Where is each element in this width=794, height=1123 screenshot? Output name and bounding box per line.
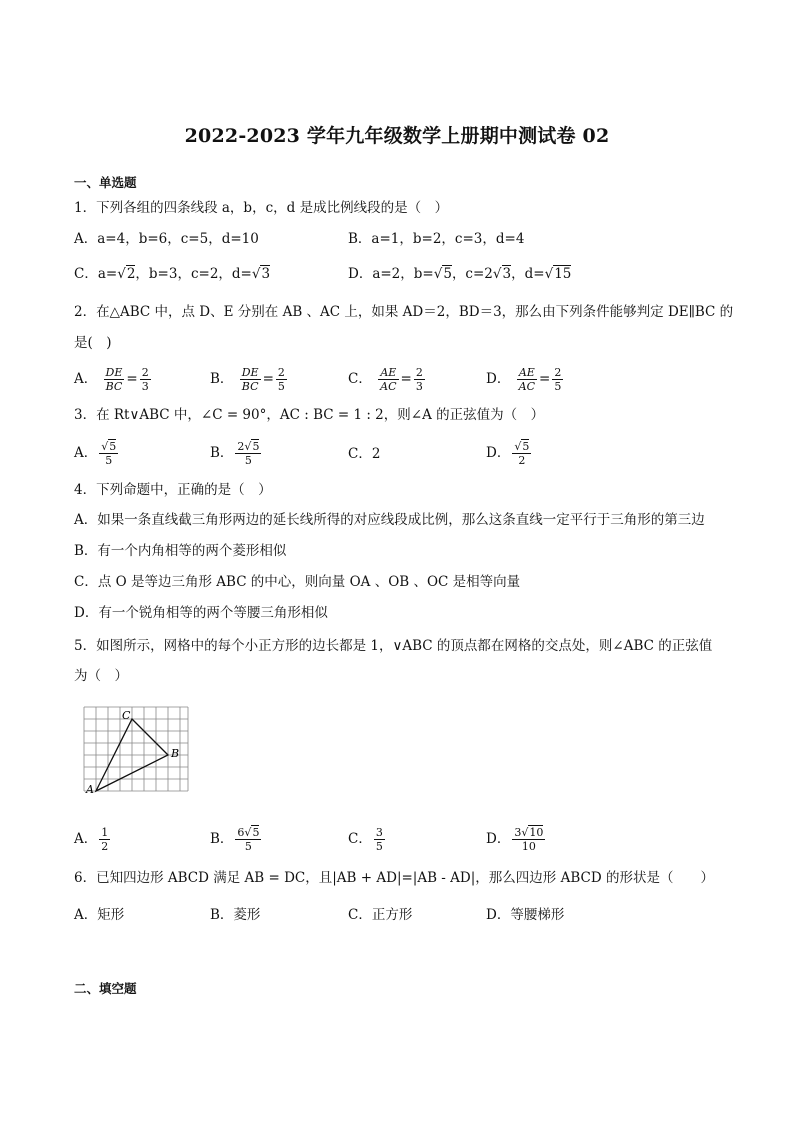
section-heading-fill-blank: 二、填空题 (74, 981, 137, 996)
q3a-label: A． (74, 445, 98, 461)
q2a-frac-num: DE (105, 366, 123, 379)
q5b-label: B． (210, 831, 234, 847)
vertex-label-c: C (122, 709, 131, 722)
q2a-frac-den: BC (105, 380, 123, 393)
question-1-option-b: B．a=1，b=2，c=3，d=4 (348, 231, 525, 247)
question-4-option-a: A．如果一条直线截三角形两边的延长线所得的对应线段成比例，那么这条直线一定平行于三角形的第三边 (74, 512, 705, 528)
q3b-radicand: 5 (252, 440, 260, 453)
question-4-option-c: C．点 O 是等边三角形 ABC 的中心，则向量 OA 、OB 、OC 是相等向量 (74, 574, 521, 590)
question-1-option-a: A．a=4，b=6，c=5，d=10 (74, 231, 259, 247)
q5d-den: 10 (521, 840, 536, 853)
q5a-label: A． (74, 831, 98, 847)
q1d-mid-1: ，c=2 (451, 266, 493, 282)
question-4-option-d: D．有一个锐角相等的两个等腰三角形相似 (74, 605, 328, 621)
q2d-equals: = (539, 371, 551, 387)
q5d-label: D． (486, 831, 511, 847)
q2a-equals: = (126, 371, 138, 387)
question-2-option-d (486, 366, 565, 393)
q1d-radicand-3: 15 (554, 266, 572, 282)
q3a-den: 5 (105, 454, 113, 467)
question-5-option-a (74, 826, 112, 853)
q2a-label: A． (74, 371, 98, 387)
q2c-frac-den: AC (380, 380, 397, 393)
question-5-stem: 5．如图所示，网格中的每个小正方形的边长都是 1，∨ABC 的顶点都在网格的交点处，则∠ABC 的正弦值 (74, 638, 713, 654)
q5d-radicand: 10 (529, 826, 544, 839)
question-6-option-c: C．正方形 (348, 907, 413, 923)
q2d-val-den: 5 (554, 380, 562, 393)
q2d-label: D． (486, 371, 511, 387)
q2b-val-num: 2 (277, 366, 285, 379)
q5a-den: 2 (101, 840, 109, 853)
q2a-val-den: 3 (141, 380, 149, 393)
question-2-option-a (74, 366, 153, 393)
q3d-radicand: 5 (522, 440, 530, 453)
q3a-radicand: 5 (109, 440, 117, 453)
question-4-stem: 4．下列命题中，正确的是（ ） (74, 482, 272, 498)
q2b-val-den: 5 (277, 380, 285, 393)
q2b-equals: = (262, 371, 274, 387)
q5d-coef: 3 (514, 826, 522, 839)
q2d-val-num: 2 (554, 366, 562, 379)
vertex-label-a: A (86, 783, 94, 796)
q1d-radicand-2: 3 (502, 266, 512, 282)
q3b-label: B． (210, 445, 234, 461)
q2b-label: B． (210, 371, 234, 387)
q1d-prefix: D．a=2，b= (348, 266, 434, 282)
q5b-den: 5 (244, 840, 252, 853)
question-5-option-b: B． $\frac{6√5}{5}$ (210, 826, 260, 853)
q2b-frac-num: DE (241, 366, 259, 379)
q3d-label: D． (486, 445, 511, 461)
question-5-stem-continued: 为（ ） (74, 668, 128, 684)
vertex-label-b: B (171, 747, 180, 760)
question-2-stem: 2．在△ABC 中，点 D、E 分别在 AB 、AC 上，如果 AD＝2，BD＝3，那么由下列条件能够判定 DE∥BC 的 (74, 304, 734, 320)
question-2-stem-continued: 是( ) (74, 335, 112, 351)
question-3-option-d: D． $\frac{√5}{2}$ (486, 440, 530, 467)
grid-triangle-figure (82, 705, 192, 797)
q2d-frac-den: AC (518, 380, 535, 393)
q5c-label: C． (348, 831, 372, 847)
q3b-den: 5 (244, 454, 252, 467)
section-heading-single-choice: 一、单选题 (74, 175, 137, 190)
question-1-stem: 1．下列各组的四条线段 a，b，c，d 是成比例线段的是（ ） (74, 200, 449, 216)
q5c-num: 3 (375, 826, 383, 839)
question-3-option-a: A． $\frac{√5}{5}$ (74, 440, 117, 467)
question-4-option-b: B．有一个内角相等的两个菱形相似 (74, 543, 287, 559)
q1c-radicand-1: 2 (126, 266, 136, 282)
q3d-den: 2 (518, 454, 526, 467)
question-5-option-c (348, 826, 387, 853)
question-6-option-d: D．等腰梯形 (486, 907, 565, 923)
q1c-prefix: C．a= (74, 266, 118, 282)
question-2-option-c (348, 366, 427, 393)
question-2-option-b (210, 366, 289, 393)
question-6-option-b: B．菱形 (210, 907, 261, 923)
q5a-num: 1 (101, 826, 109, 839)
q3b-coef: 2 (237, 440, 245, 453)
q2b-frac-den: BC (241, 380, 259, 393)
q1d-radicand-1: 5 (443, 266, 452, 282)
q2c-frac-num: AE (380, 366, 397, 379)
q1c-mid: ，b=3，c=2，d= (135, 266, 252, 282)
question-6-option-a: A．矩形 (74, 907, 125, 923)
question-3-stem: 3．在 Rt∨ABC 中，∠C = 90°，AC : BC = 1 : 2，则∠A 的正弦值为（ ） (74, 407, 545, 423)
q2c-val-den: 3 (415, 380, 423, 393)
q5c-den: 5 (375, 840, 383, 853)
question-1-option-c: C．a=√2，b=3，c=2，d=√3 (74, 266, 271, 282)
question-6-stem: 6．已知四边形 ABCD 满足 AB = DC，且|AB + AD|=|AB - AD|，那么四边形 ABCD 的形状是（ ） (74, 870, 714, 886)
question-1-option-d: D．a=2，b=√5，c=2√3，d=√15 (348, 266, 572, 282)
q2c-label: C． (348, 371, 372, 387)
document-title: 2022-2023 学年九年级数学上册期中测试卷 02 (184, 125, 610, 147)
q5b-coef: 6 (237, 826, 245, 839)
q1c-radicand-2: 3 (261, 266, 271, 282)
q5b-radicand: 5 (252, 826, 260, 839)
question-3-option-c: C．2 (348, 446, 381, 462)
q1d-mid-2: ，d= (511, 266, 545, 282)
question-5-option-d: D． $\frac{3√10}{10}$ (486, 826, 544, 853)
q2c-equals: = (400, 371, 412, 387)
q2a-val-num: 2 (141, 366, 149, 379)
q2d-frac-num: AE (518, 366, 535, 379)
q2c-val-num: 2 (415, 366, 423, 379)
question-3-option-b: B． $\frac{2√5}{5}$ (210, 440, 260, 467)
